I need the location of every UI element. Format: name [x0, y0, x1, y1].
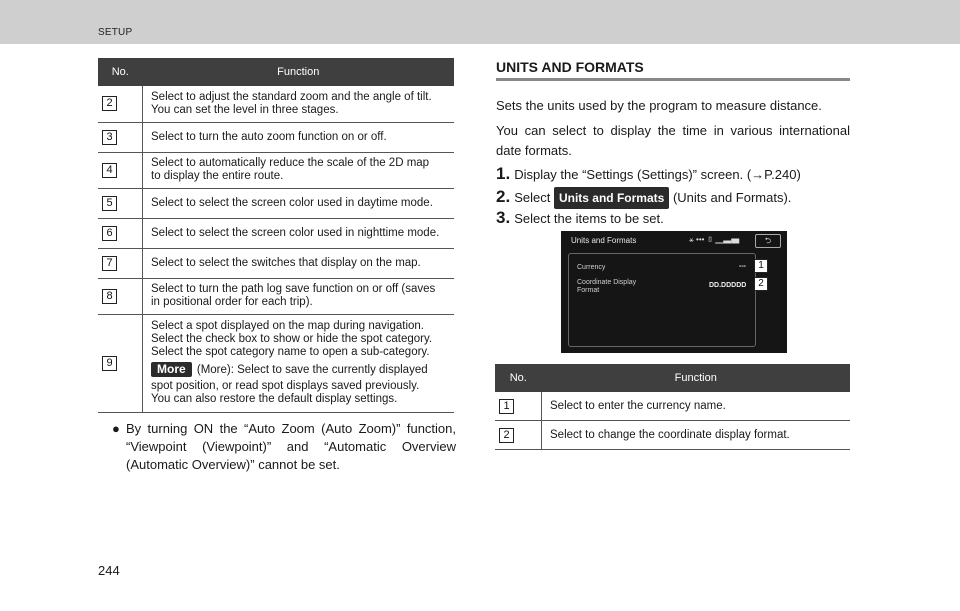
step-text: Select the items to be set. [514, 211, 664, 226]
units-and-formats-button: Units and Formats [554, 187, 669, 209]
row-text: Select a spot displayed on the map during navigation. [151, 320, 424, 332]
right-function-table [495, 364, 850, 450]
row-text: Select to enter the currency name. [550, 399, 726, 412]
currency-value: --- [739, 263, 746, 270]
back-icon: ⮌ [755, 234, 781, 248]
settings-screen-illustration [561, 231, 787, 353]
table-row [495, 421, 850, 450]
row-text: Select to change the coordinate display format. [550, 428, 790, 441]
row-text: Select to automatically reduce the scale of the 2D map [151, 157, 430, 169]
callout-number: 4 [102, 163, 117, 178]
row-text: Select the check box to show or hide the spot category. [151, 333, 433, 345]
callout-number: 2 [499, 428, 514, 443]
note-paragraph [112, 420, 456, 474]
row-text: (More): Select to save the currently displayed [196, 364, 428, 376]
intro-paragraph: Sets the units used by the program to measure distance. [496, 98, 822, 113]
intro-paragraph-2: You can select to display the time in various international date formats. [496, 123, 850, 158]
callout-number: 9 [102, 356, 117, 371]
callout-number: 5 [102, 196, 117, 211]
settings-panel [568, 253, 756, 347]
row-text: Select to turn the auto zoom function on or off. [151, 130, 387, 143]
table-row [98, 278, 454, 314]
callout-number: 6 [102, 226, 117, 241]
step-2 [496, 187, 791, 209]
bullet-icon: ● [112, 421, 120, 436]
row-text: You can set the level in three stages. [151, 103, 339, 116]
status-icons: ⚹ ••• ▯ ▁▃▅ [689, 235, 740, 244]
step-1 [496, 164, 801, 185]
callout-2: 2 [754, 277, 768, 291]
callout-number: 8 [102, 289, 117, 304]
section-label: SETUP [98, 27, 133, 38]
step-text: (Units and Formats). [672, 190, 792, 205]
section-title: UNITS AND FORMATS [496, 59, 644, 75]
col-header-no: No. [495, 364, 542, 392]
callout-number: 1 [499, 399, 514, 414]
table-row [98, 248, 454, 278]
row-text: Select to select the screen color used in nighttime mode. [151, 226, 440, 239]
table-row [98, 152, 454, 188]
callout-number: 3 [102, 130, 117, 145]
table-row [98, 86, 454, 122]
left-function-table [98, 58, 454, 413]
more-button: More [151, 362, 192, 377]
step-text: Select [514, 190, 551, 205]
coordinate-format-value: DD.DDDDD [709, 282, 747, 289]
table-header [98, 58, 454, 86]
row-text: Select to select the screen color used in daytime mode. [151, 196, 433, 209]
screen-title: Units and Formats [571, 236, 637, 245]
step-number: 1. [496, 164, 511, 183]
table-row [98, 218, 454, 248]
row-text: to display the entire route. [151, 170, 284, 182]
callout-1: 1 [754, 259, 768, 273]
col-header-no: No. [98, 58, 143, 86]
row-text: in positional order for each trip). [151, 296, 313, 308]
currency-label: Currency [577, 264, 606, 271]
row-text: Select to adjust the standard zoom and the angle of tilt. [151, 90, 432, 103]
table-row [98, 314, 454, 412]
step-number: 3. [496, 208, 511, 227]
row-text: Select the spot category name to open a sub-category. [151, 346, 430, 358]
col-header-function: Function [542, 364, 851, 392]
step-text: Display the “Settings (Settings)” screen. (→P.240) [514, 167, 801, 182]
row-text: spot position, or read spot displays saved previously. [151, 380, 420, 392]
page-header [0, 0, 960, 44]
section-heading [496, 56, 850, 81]
row-text: You can also restore the default display settings. [151, 393, 398, 405]
col-header-function: Function [143, 58, 455, 86]
table-row [98, 188, 454, 218]
table-row [98, 122, 454, 152]
table-header [495, 364, 850, 392]
step-3 [496, 208, 664, 229]
row-text: Select to turn the path log save function on or off (saves [151, 283, 436, 295]
coordinate-format-label: Coordinate Display [577, 279, 637, 286]
callout-number: 7 [102, 256, 117, 271]
callout-number: 2 [102, 96, 117, 111]
row-text: Select to select the switches that display on the map. [151, 256, 421, 269]
note-text: By turning ON the “Auto Zoom (Auto Zoom)” function, “Viewpoint (Viewpoint)” and “Automatic Overview (Automatic Overview)” cannot be set. [126, 421, 456, 472]
table-row [495, 392, 850, 421]
coordinate-format-label-2: Format [577, 287, 600, 294]
page-number: 244 [98, 563, 120, 578]
step-number: 2. [496, 187, 511, 206]
